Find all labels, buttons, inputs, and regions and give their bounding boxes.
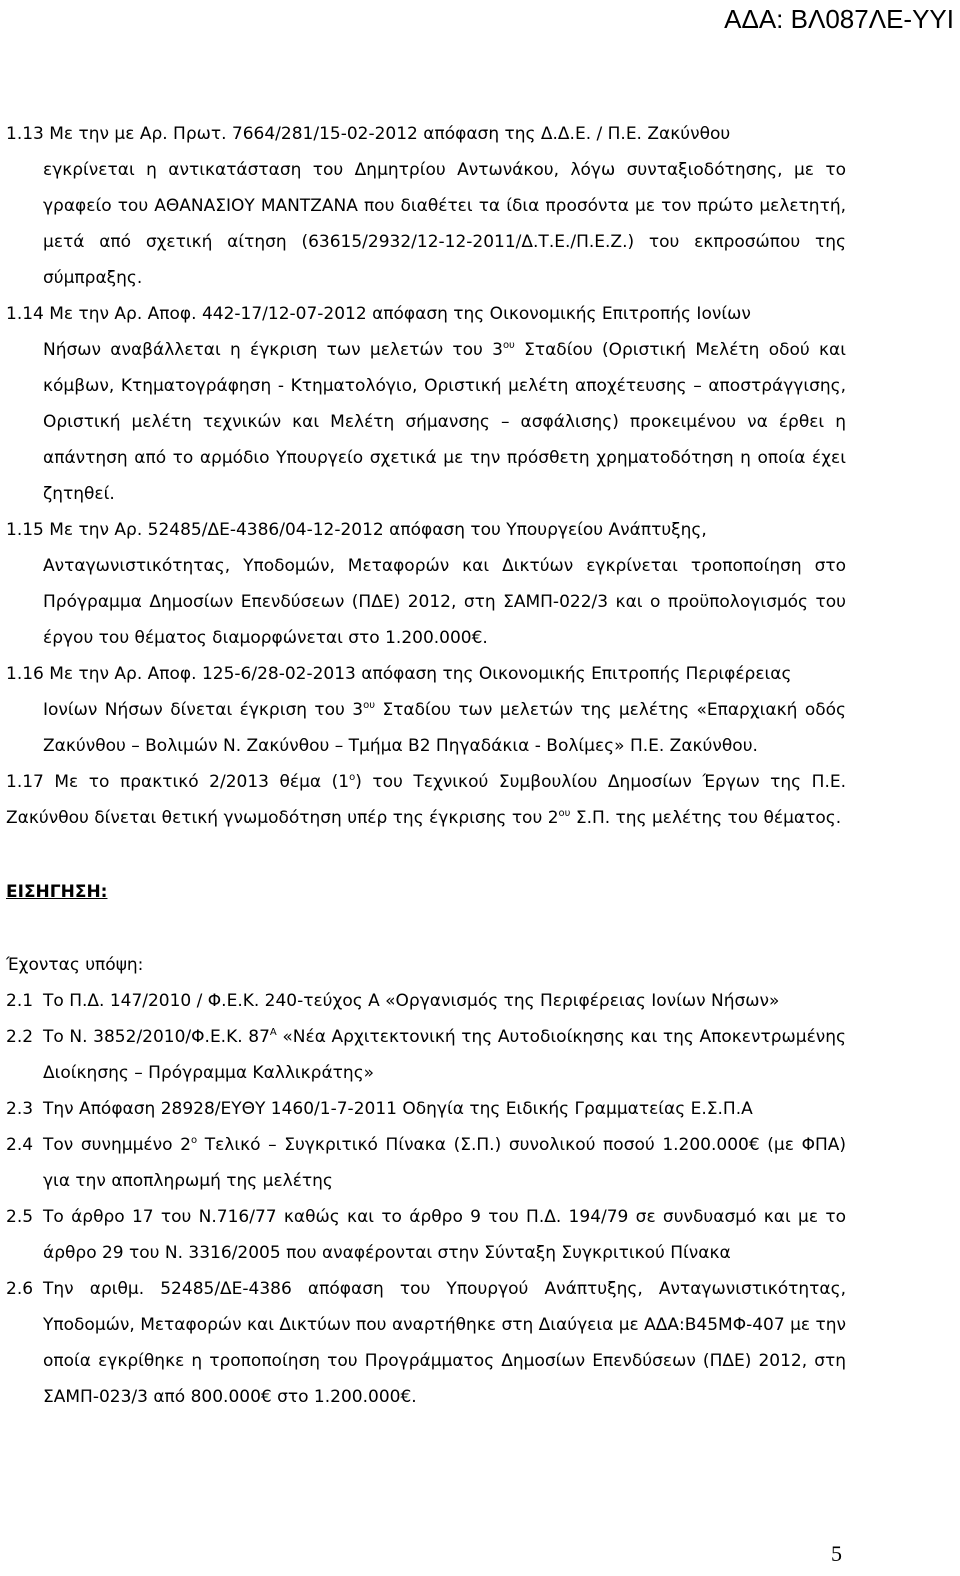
intro-line: Έχοντας υπόψη:	[6, 955, 144, 975]
superscript: ου	[558, 808, 571, 819]
item-number: 2.3	[6, 1099, 34, 1119]
paragraph-1-14-text-b: Σταδίου (Οριστική Μελέτη οδού και κόμβων, Κτηματογράφηση - Κτηματολόγιο, Οριστική μελέτη αποχέτευσης – αποστράγγισης, Οριστική μελέτη τεχνικών και Μελέτη σήμανσης – ασφάλισης) προκειμένου να έρθει η απάντηση από το αρμόδιο Υπουργείο σχετικά με την πρόσθετη χρηματοδότηση η οποία έχει ζητηθεί.	[43, 340, 846, 504]
paragraph-1-15-first-line: 1.15 Με την Αρ. 52485/ΔΕ-4386/04-12-2012 απόφαση του Υπουργείου Ανάπτυξης,	[6, 520, 707, 540]
item-text: Το Π.Δ. 147/2010 / Φ.Ε.Κ. 240-τεύχος Α «Οργανισμός της Περιφέρειας Ιονίων Νήσων»	[43, 991, 780, 1011]
list-item-2-5	[6, 1199, 846, 1271]
list-item-2-2	[6, 1019, 846, 1091]
paragraph-1-17-text-b: ) του Τεχνικού Συμβουλίου Δημοσίων Έργων της Π.Ε. Ζακύνθου δίνεται θετική γνωμοδότηση υπέρ της έγκρισης του 2	[6, 772, 847, 828]
section-heading: ΕΙΣΗΓΗΣΗ:	[6, 882, 108, 902]
item-number: 2.5	[6, 1207, 34, 1227]
list-item-2-3	[6, 1091, 846, 1127]
paragraph-1-16-text-a: Ιονίων Νήσων δίνεται έγκριση του 3	[43, 700, 364, 720]
item-text: Την αριθμ. 52485/ΔΕ-4386 απόφαση του Υπουργού Ανάπτυξης, Ανταγωνιστικότητας, Υποδομών, Μεταφορών και Δικτύων που αναρτήθηκε στη Διαύγεια με ΑΔΑ:Β45ΜΦ-407 με την οποία εγκρίθηκε η τροποποίηση του Προγράμματος Δημοσίων Επενδύσεων (ΠΔΕ) 2012, στη ΣΑΜΠ-023/3 από 800.000€ στο 1.200.000€.	[43, 1279, 846, 1407]
paragraph-1-16-first-line: 1.16 Με την Αρ. Αποφ. 125-6/28-02-2013 απόφαση της Οικονομικής Επιτροπής Περιφέρειας	[6, 664, 792, 684]
paragraph-1-13-body: εγκρίνεται η αντικατάσταση του Δημητρίου Αντωνάκου, λόγω συνταξιοδότησης, με το γραφείο του ΑΘΑΝΑΣΙΟΥ ΜΑΝΤΖΑΝΑ που διαθέτει τα ίδια προσόντα με τον πρώτο μελετητή, μετά από σχετική αίτηση (63615/2932/12-12-2011/Δ.Τ.Ε./Π.Ε.Ζ.) του εκπροσώπου της σύμπραξης.	[43, 160, 846, 288]
paragraph-1-16-body	[6, 692, 846, 764]
item-number: 2.1	[6, 991, 34, 1011]
document-body	[6, 116, 846, 1415]
paragraph-1-13	[6, 116, 846, 296]
item-number: 2.4	[6, 1135, 34, 1155]
item-text	[43, 1019, 846, 1091]
superscript: ο	[190, 1135, 198, 1146]
item-text-b: Τελικό – Συγκριτικό Πίνακα (Σ.Π.) συνολικού ποσού 1.200.000€ (με ΦΠΑ) για την αποπληρωμή της μελέτης	[43, 1135, 846, 1191]
item-number: 2.6	[6, 1279, 34, 1299]
paragraph-1-14-first-line: 1.14 Με την Αρ. Αποφ. 442-17/12-07-2012 απόφαση της Οικονομικής Επιτροπής Ιονίων	[6, 304, 751, 324]
item-text	[43, 1127, 846, 1199]
list-item-2-6	[6, 1271, 846, 1415]
paragraph-1-13-first-line: 1.13 Με την με Αρ. Πρωτ. 7664/281/15-02-2012 απόφαση της Δ.Δ.Ε. / Π.Ε. Ζακύνθου	[6, 124, 731, 144]
paragraph-1-16	[6, 656, 846, 764]
superscript: ου	[363, 700, 376, 711]
paragraph-1-14-body	[6, 332, 846, 512]
paragraph-1-17-text-a: 1.17 Με το πρακτικό 2/2013 θέμα (1	[6, 772, 350, 792]
page-number: 5	[831, 1541, 842, 1566]
list-item-2-1	[6, 983, 846, 1019]
paragraph-1-17-text-c: Σ.Π. της μελέτης του θέματος.	[570, 808, 842, 828]
item-text: Το άρθρο 17 του Ν.716/77 καθώς και το άρθρο 9 του Π.Δ. 194/79 σε συνδυασμό και με το άρθρο 29 του Ν. 3316/2005 που αναφέρονται στην Σύνταξη Συγκριτικού Πίνακα	[43, 1207, 846, 1263]
superscript: Α	[269, 1027, 277, 1038]
item-text-a: Το Ν. 3852/2010/Φ.Ε.Κ. 87	[43, 1027, 270, 1047]
item-number: 2.2	[6, 1027, 34, 1047]
superscript: ου	[502, 340, 515, 351]
paragraph-1-17	[6, 764, 846, 836]
paragraph-1-14	[6, 296, 846, 512]
superscript: ο	[349, 772, 356, 783]
item-text-a: Τον συνημμένο 2	[43, 1135, 191, 1155]
list-item-2-4	[6, 1127, 846, 1199]
item-text: Την Απόφαση 28928/ΕΥΘΥ 1460/1-7-2011 Οδηγία της Ειδικής Γραμματείας Ε.Σ.Π.Α	[43, 1099, 753, 1119]
paragraph-1-15	[6, 512, 846, 656]
paragraph-1-14-text-a: Νήσων αναβάλλεται η έγκριση των μελετών του 3	[43, 340, 503, 360]
paragraph-1-16-text-b: Σταδίου των μελετών της μελέτης «Επαρχιακή οδός Ζακύνθου – Βολιμών Ν. Ζακύνθου – Τμήμα Β2 Πηγαδάκια - Βολίμες» Π.Ε. Ζακύνθου.	[43, 700, 846, 756]
item-text-b: «Νέα Αρχιτεκτονική της Αυτοδιοίκησης και της Αποκεντρωμένης Διοίκησης – Πρόγραμμα Καλλικράτης»	[43, 1027, 847, 1083]
paragraph-1-15-body: Ανταγωνιστικότητας, Υποδομών, Μεταφορών και Δικτύων εγκρίνεται τροποποίηση στο Πρόγραμμα Δημοσίων Επενδύσεων (ΠΔΕ) 2012, στη ΣΑΜΠ-022/3 και ο προϋπολογισμός του έργου του θέματος διαμορφώνεται στο 1.200.000€.	[43, 556, 846, 648]
ada-code: ΑΔΑ: ΒΛ087ΛΕ-ΥΥΙ	[724, 4, 954, 34]
